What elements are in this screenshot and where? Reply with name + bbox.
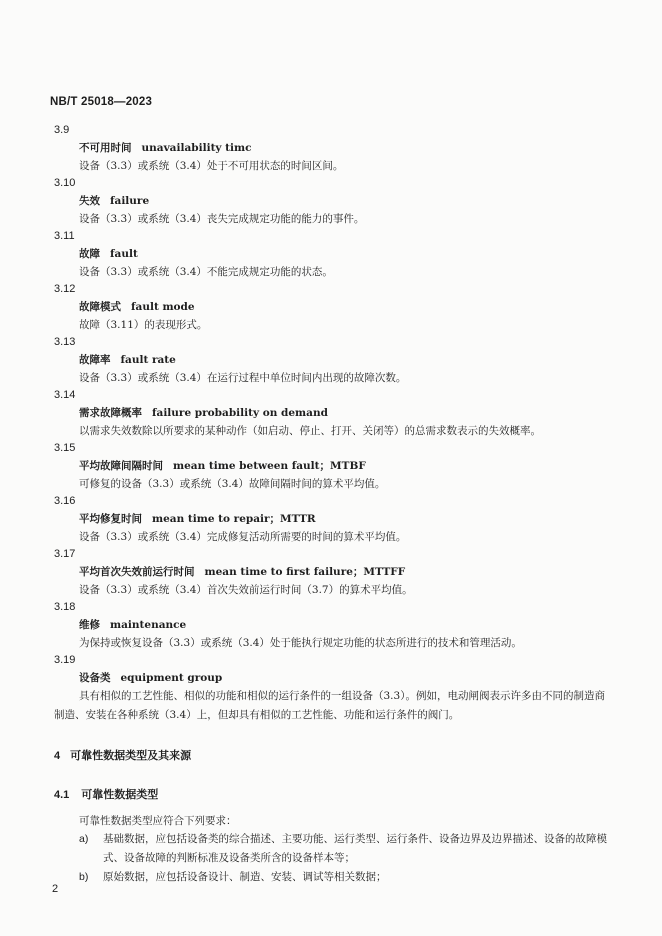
term-title <box>54 616 614 634</box>
term-definition: 设备（3.3）或系统（3.4）首次失效前运行时间（3.7）的算术平均值。 <box>79 584 413 596</box>
term-3-10 <box>54 175 614 228</box>
term-number: 3.13 <box>54 336 76 348</box>
term-definition: 为保持或恢复设备（3.3）或系统（3.4）处于能执行规定功能的状态所进行的技术和管理活动。 <box>79 637 522 649</box>
term-number: 3.17 <box>54 548 76 560</box>
requirements-list <box>79 830 614 887</box>
term-title <box>54 510 614 528</box>
term-definition: 以需求失效数除以所要求的某种动作（如启动、停止、打开、关闭等）的总需求数表示的失效概率。 <box>79 425 541 437</box>
subsection-number: 4.1 <box>54 789 70 801</box>
list-marker: a) <box>79 833 89 845</box>
term-definition: 具有相似的工艺性能、相似的功能和相似的运行条件的一组设备（3.3）。例如，电动闸阀表示许多由不同的制造商制造、安装在各种系统（3.4）上，但却具有相似的工艺性能、功能和运行条件的阀门。 <box>54 690 605 721</box>
term-3-17 <box>54 546 614 599</box>
term-en: mean time to repair；MTTR <box>152 513 316 525</box>
term-en: fault rate <box>120 354 176 366</box>
term-zh: 维修 <box>79 619 100 631</box>
terms-list <box>54 122 614 725</box>
term-number: 3.10 <box>54 177 76 189</box>
term-en: failure <box>110 195 150 207</box>
term-definition: 设备（3.3）或系统（3.4）完成修复活动所需要的时间的算术平均值。 <box>79 531 407 543</box>
list-marker: b) <box>79 871 89 883</box>
term-en: fault <box>110 248 138 260</box>
term-number: 3.12 <box>54 283 76 295</box>
term-number: 3.11 <box>54 230 75 242</box>
term-zh: 需求故障概率 <box>79 407 142 419</box>
term-definition: 设备（3.3）或系统（3.4）丧失完成规定功能的能力的事件。 <box>79 213 365 225</box>
term-zh: 平均首次失效前运行时间 <box>79 566 195 578</box>
term-title <box>54 139 614 157</box>
term-number: 3.19 <box>54 654 76 666</box>
list-item <box>79 868 614 887</box>
term-3-18 <box>54 599 614 652</box>
term-en: maintenance <box>110 619 187 631</box>
term-3-11 <box>54 228 614 281</box>
term-definition: 可修复的设备（3.3）或系统（3.4）故障间隔时间的算术平均值。 <box>79 478 386 490</box>
term-title <box>54 563 614 581</box>
term-title <box>54 245 614 263</box>
term-3-9 <box>54 122 614 175</box>
term-number: 3.14 <box>54 389 76 401</box>
term-zh: 不可用时间 <box>79 142 132 154</box>
term-title <box>54 404 614 422</box>
list-item <box>79 830 614 868</box>
section-heading <box>54 747 191 763</box>
term-en: fault mode <box>131 301 195 313</box>
term-3-14 <box>54 387 614 440</box>
list-text: 原始数据，应包括设备设计、制造、安装、调试等相关数据； <box>103 871 387 883</box>
page-number: 2 <box>52 883 59 895</box>
term-title <box>54 669 614 687</box>
term-title <box>54 457 614 475</box>
term-zh: 平均故障间隔时间 <box>79 460 163 472</box>
subsection-heading <box>54 786 158 802</box>
term-number: 3.16 <box>54 495 76 507</box>
term-en: mean time between fault；MTBF <box>173 460 366 472</box>
term-zh: 设备类 <box>79 672 111 684</box>
term-definition: 设备（3.3）或系统（3.4）在运行过程中单位时间内出现的故障次数。 <box>79 372 407 384</box>
term-definition: 设备（3.3）或系统（3.4）处于不可用状态的时间区间。 <box>79 160 344 172</box>
term-en: mean time to first failure；MTTFF <box>204 566 406 578</box>
term-3-19 <box>54 652 614 725</box>
term-3-13 <box>54 334 614 387</box>
term-title <box>54 351 614 369</box>
term-zh: 平均修复时间 <box>79 513 142 525</box>
term-3-15 <box>54 440 614 493</box>
section-title: 可靠性数据类型及其来源 <box>70 750 192 762</box>
term-3-12 <box>54 281 614 334</box>
term-3-16 <box>54 493 614 546</box>
term-zh: 故障率 <box>79 354 111 366</box>
term-number: 3.15 <box>54 442 76 454</box>
list-text: 基础数据，应包括设备类的综合描述、主要功能、运行类型、运行条件、设备边界及边界描述、设备的故障模式、设备故障的判断标准及设备类所含的设备样本等； <box>103 833 607 864</box>
subsection-title: 可靠性数据类型 <box>81 789 159 801</box>
term-zh: 故障 <box>79 248 100 260</box>
term-definition: 设备（3.3）或系统（3.4）不能完成规定功能的状态。 <box>79 266 333 278</box>
term-en: unavailability timc <box>141 142 252 154</box>
term-number: 3.18 <box>54 601 76 613</box>
section-number: 4 <box>54 750 61 762</box>
term-zh: 故障模式 <box>79 301 121 313</box>
term-title <box>54 298 614 316</box>
term-en: equipment group <box>120 672 223 684</box>
term-en: failure probability on demand <box>152 407 328 419</box>
standard-code: NB/T 25018—2023 <box>50 96 153 108</box>
term-zh: 失效 <box>79 195 100 207</box>
term-number: 3.9 <box>54 124 70 136</box>
term-definition: 故障（3.11）的表现形式。 <box>79 319 208 331</box>
intro-paragraph: 可靠性数据类型应符合下列要求： <box>79 815 237 827</box>
term-title <box>54 192 614 210</box>
